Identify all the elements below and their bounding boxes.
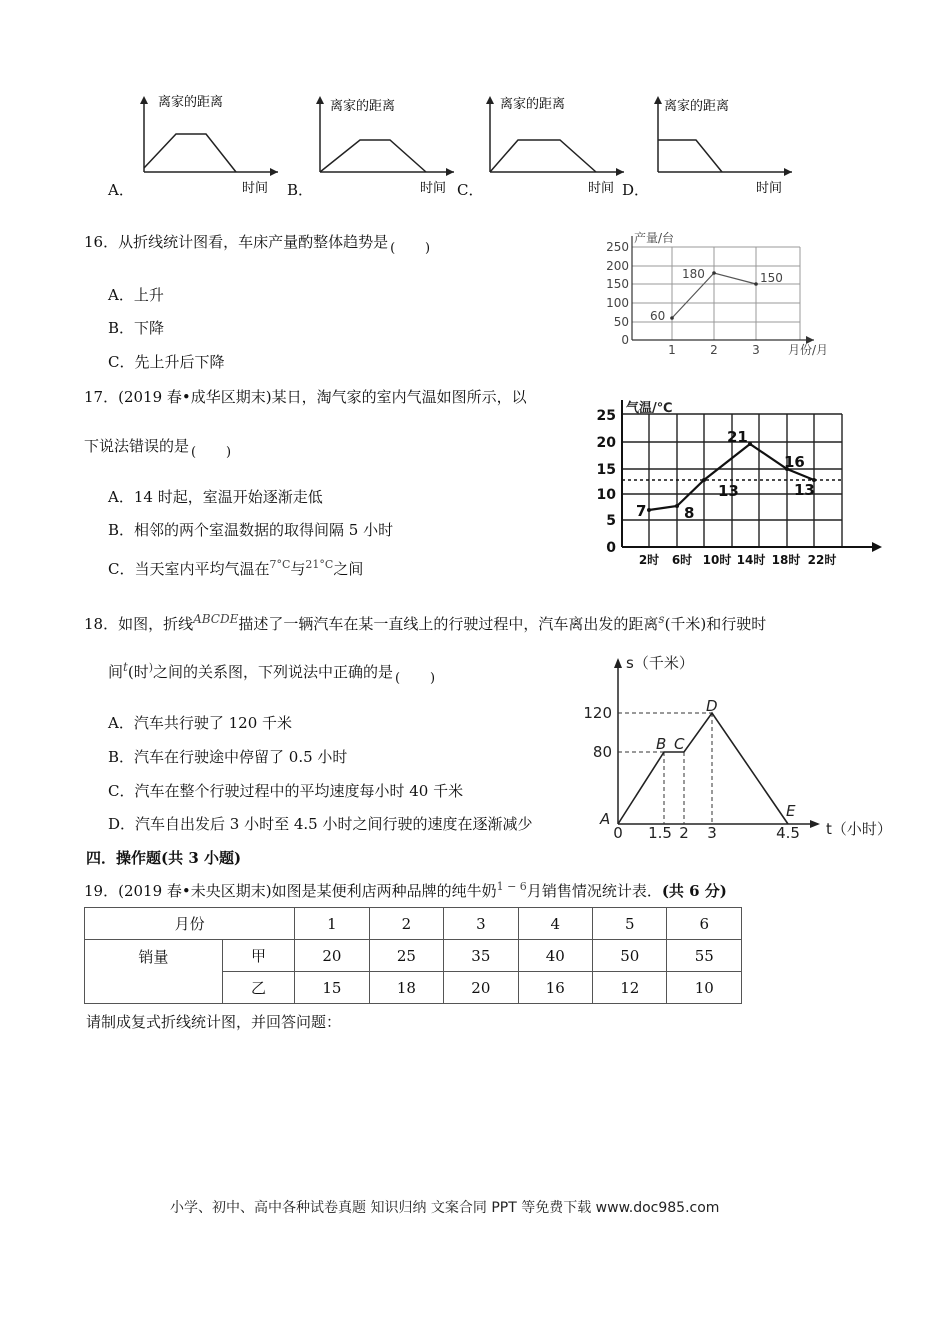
- q18-line1-post: (千米)和行驶时: [664, 615, 767, 633]
- paren-left: (: [191, 445, 197, 460]
- graph-b-line: [320, 140, 426, 172]
- q18-var-s: s: [658, 612, 665, 626]
- table-cell: 25: [369, 940, 443, 972]
- q17-line2: [84, 436, 233, 460]
- q16-ytick: 0: [621, 333, 629, 347]
- q17-xtick: 18时: [771, 553, 801, 567]
- sales-table: [84, 907, 742, 1004]
- q18-line2: 间$^t$(时)之间的关系图，下列说法中正确的是 ( ): [108, 662, 437, 684]
- q17-point: [702, 478, 706, 482]
- q17-option-c: [108, 559, 363, 581]
- table-cell: 15: [295, 972, 369, 1004]
- q18-xtick: 2: [679, 824, 689, 842]
- graph-a-line: [144, 134, 236, 172]
- q17-line1: 17．(2019 春•成华区期末)某日，淘气家的室内气温如图所示，以: [84, 388, 527, 406]
- graph-d-ylabel: 离家的距离: [664, 99, 730, 114]
- q18-point-label-c: C: [674, 735, 685, 753]
- q18-ytick: 120: [583, 704, 612, 722]
- paren-left: (: [390, 241, 396, 256]
- graph-a-ylabel: 离家的距离: [158, 95, 224, 110]
- q15-option-d: D．: [622, 181, 650, 199]
- q17-ytick: 25: [596, 408, 616, 424]
- q15-graph-c: [476, 92, 636, 202]
- q16-ytick: 100: [606, 296, 629, 310]
- table-header-sales: 销量: [85, 940, 223, 1004]
- q17-point: [748, 442, 752, 446]
- q17-xtick: 10时: [702, 553, 732, 567]
- table-cell: 55: [667, 940, 742, 972]
- q18-chart-xlabel: t（小时）: [826, 820, 892, 838]
- q17-xtick: 2时: [638, 553, 660, 567]
- table-cell: 20: [444, 972, 518, 1004]
- q16-point-label: 150: [760, 271, 783, 285]
- table-cell: 4: [518, 908, 592, 940]
- q18-point-label-d: D: [706, 697, 718, 715]
- q16-option-c: C．先上升后下降: [108, 353, 225, 371]
- q16-xtick: 1: [668, 343, 676, 357]
- q16-point-label: 180: [682, 267, 705, 281]
- q15-graph-b: [306, 92, 466, 202]
- table-cell: 18: [369, 972, 443, 1004]
- q17-option-b: B．相邻的两个室温数据的取得间隔 5 小时: [108, 521, 394, 539]
- q16-stem-text: 16．从折线统计图看，车床产量酌整体趋势是: [84, 233, 389, 251]
- q19-month-range: 1 − 6: [496, 880, 527, 893]
- table-cell: 20: [295, 940, 369, 972]
- table-cell: 10: [667, 972, 742, 1004]
- q16-point: [670, 316, 674, 320]
- q17-chart-ylabel: 气温/℃: [626, 401, 673, 416]
- q17-ytick: 5: [606, 513, 616, 529]
- q19-stem: [84, 881, 727, 903]
- q15-graph-a: [130, 92, 290, 202]
- q16-chart-ylabel: 产量/台: [634, 231, 675, 245]
- table-header-month: 月份: [85, 908, 295, 940]
- q17-option-c-value2: 21°C: [305, 558, 334, 571]
- q18-option-c: C．汽车在整个行驶过程中的平均速度每小时 40 千米: [108, 782, 464, 800]
- q18-line2-pre: 间: [108, 663, 124, 681]
- q19-stem-pre: 19．(2019 春•未央区期末)如图是某便利店两种品牌的纯牛奶: [84, 882, 497, 900]
- paren-left: (: [395, 671, 401, 686]
- q17-ytick: 20: [596, 435, 616, 451]
- q18-line1-mid: 描述了一辆汽车在某一直线上的行驶过程中，汽车离出发的距离: [238, 615, 659, 633]
- q18-chart: [578, 648, 908, 848]
- section-4-title: 四．操作题(共 3 小题): [86, 849, 242, 867]
- q16-point: [712, 271, 716, 275]
- q18-xtick: 4.5: [776, 824, 800, 842]
- q16-ytick: 150: [606, 277, 629, 291]
- table-row: [85, 940, 742, 972]
- q17-ytick: 0: [606, 540, 616, 556]
- q16-ytick: 50: [613, 315, 629, 329]
- q19-instruction: 请制成复式折线统计图，并回答问题：: [86, 1013, 342, 1031]
- q18-var-t: t: [123, 660, 128, 674]
- q17-point-label: 7: [636, 502, 647, 520]
- q18-option-a: A．汽车共行驶了 120 千米: [108, 714, 292, 732]
- table-cell: 50: [593, 940, 667, 972]
- q18-option-d: D．汽车自出发后 3 小时至 4.5 小时之间行驶的速度在逐渐减少: [108, 815, 533, 833]
- table-cell: 35: [444, 940, 518, 972]
- q16-ytick: 250: [606, 240, 629, 254]
- q16-chart-xlabel: 月份/月: [788, 343, 829, 357]
- q15-option-c: C．: [457, 181, 484, 199]
- q17-ytick: 10: [596, 487, 616, 503]
- q17-point-label: 13: [794, 481, 815, 499]
- q16-chart: [592, 224, 852, 360]
- table-cell: 5: [593, 908, 667, 940]
- graph-c-xlabel: 时间: [588, 181, 615, 196]
- graph-a-xlabel: 时间: [242, 181, 269, 196]
- table-cell: 40: [518, 940, 592, 972]
- q18-line1: [84, 614, 766, 635]
- q17-point: [675, 504, 679, 508]
- q18-option-b: B．汽车在行驶途中停留了 0.5 小时: [108, 748, 348, 766]
- q16-xtick: 3: [752, 343, 760, 357]
- graph-d-xlabel: 时间: [756, 181, 783, 196]
- q18-xtick: 3: [707, 824, 717, 842]
- table-cell: 2: [369, 908, 443, 940]
- q17-chart: [590, 390, 890, 574]
- q16-option-b: B．下降: [108, 319, 165, 337]
- q15-graph-d: [644, 92, 804, 202]
- table-cell: 3: [444, 908, 518, 940]
- q17-xtick: 22时: [807, 553, 837, 567]
- q15-option-b: B．: [287, 181, 314, 199]
- q18-line2-mid: (时: [127, 663, 149, 681]
- q16-stem: [84, 232, 432, 256]
- q17-option-c-value1: 7°C: [269, 558, 291, 571]
- table-cell: 16: [518, 972, 592, 1004]
- q18-ytick: 80: [592, 743, 612, 761]
- q17-point-label: 21: [727, 428, 748, 446]
- graph-b-xlabel: 时间: [420, 181, 447, 196]
- q18-line1-pre: 18．如图，折线: [84, 615, 194, 633]
- graph-d-line: [658, 140, 722, 172]
- table-cell: 12: [593, 972, 667, 1004]
- page-footer: 小学、初中、高中各种试卷真题 知识归纳 文案合同 PPT 等免费下载 www.doc985.com: [170, 1200, 720, 1216]
- paren-right: ): [429, 671, 436, 686]
- q17-option-c-mid: 与: [290, 560, 306, 578]
- q18-point-label-e: E: [786, 802, 796, 820]
- graph-b-ylabel: 离家的距离: [330, 99, 396, 114]
- q18-series-line: [618, 713, 788, 824]
- q16-xtick: 2: [710, 343, 718, 357]
- q17-point-label: 13: [718, 482, 739, 500]
- table-cell: 6: [667, 908, 742, 940]
- table-row-label: 甲: [222, 940, 294, 972]
- q18-xtick: 1.5: [648, 824, 672, 842]
- q18-line2-post: 之间的关系图，下列说法中正确的是: [153, 663, 394, 681]
- q18-var-abcde: ABCDE: [193, 612, 239, 626]
- q17-option-c-pre: C．当天室内平均气温在: [108, 560, 270, 578]
- table-row-label: 乙: [222, 972, 294, 1004]
- q18-chart-ylabel: s（千米）: [626, 654, 694, 672]
- table-row: [85, 908, 742, 940]
- graph-c-line: [490, 140, 596, 172]
- q17-option-c-post: 之间: [333, 560, 364, 578]
- table-cell: 1: [295, 908, 369, 940]
- q17-xtick: 14时: [736, 553, 766, 567]
- q17-point: [647, 508, 651, 512]
- q18-point-label-b: B: [656, 735, 667, 753]
- q17-point-label: 16: [784, 453, 805, 471]
- q16-point: [754, 282, 758, 286]
- paren-right: ): [425, 241, 431, 256]
- q15-option-a: A．: [108, 181, 134, 199]
- q17-xtick: 6时: [671, 553, 693, 567]
- q17-line2-text: 下说法错误的是: [84, 437, 190, 455]
- q18-point-label-a: A: [600, 810, 611, 828]
- q17-point-label: 8: [684, 504, 695, 522]
- q16-ytick: 200: [606, 259, 629, 273]
- paren-right: ): [225, 445, 232, 460]
- graph-c-ylabel: 离家的距离: [500, 97, 566, 112]
- q17-ytick: 15: [596, 462, 616, 478]
- q19-stem-post: 月销售情况统计表．: [526, 882, 662, 900]
- q19-score: (共 6 分): [661, 882, 727, 900]
- q16-option-a: A．上升: [108, 286, 164, 304]
- q16-point-label: 60: [650, 309, 666, 323]
- q18-xtick: 0: [613, 824, 623, 842]
- q17-option-a: A．14 时起，室温开始逐渐走低: [108, 488, 323, 506]
